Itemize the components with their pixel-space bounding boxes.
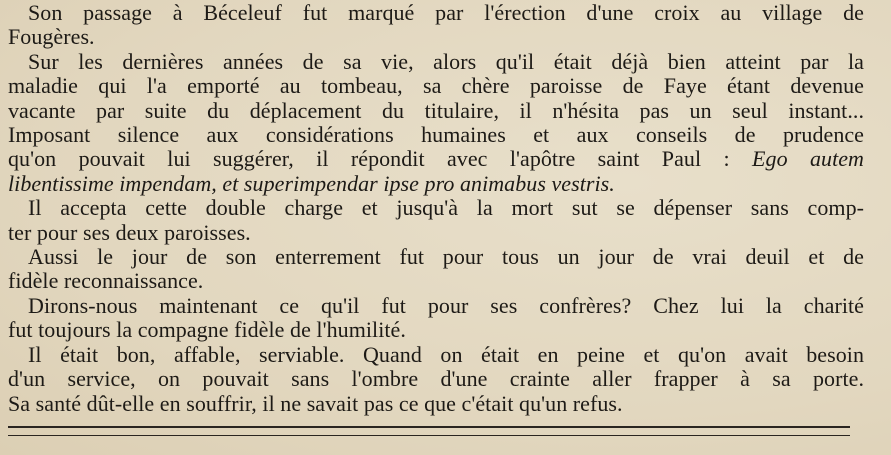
- text-line: ter pour ses deux paroisses.: [8, 219, 251, 245]
- text-segment: qu'on pouvait lui suggérer, il répondit avec l'apôtre saint Paul :: [8, 146, 730, 172]
- text-line: fidèle reconnaissance.: [8, 268, 204, 294]
- text-line: vacante par suite du déplacement du titulaire, il n'hésita pas un seul instant...: [8, 97, 864, 123]
- text-line: Son passage à Béceleuf fut marqué par l'érection d'une croix au village de: [28, 0, 864, 25]
- text-line: Sa santé dût-elle en souffrir, il ne savait pas ce que c'était qu'un refus.: [8, 390, 623, 416]
- text-line: Dirons-nous maintenant ce qu'il fut pour ses confrères? Chez lui la charité: [28, 292, 864, 318]
- text-line: Sur les dernières années de sa vie, alors qu'il était déjà bien atteint par la: [28, 48, 864, 74]
- divider-rule: [8, 426, 850, 428]
- latin-quote: Ego autem: [752, 146, 864, 172]
- paragraph-2: [8, 50, 864, 196]
- latin-quote-line: [8, 172, 864, 196]
- divider-rule: [8, 435, 850, 436]
- paragraph-4: [8, 245, 864, 294]
- text-line-with-latin: [8, 147, 864, 171]
- article-text: [8, 1, 864, 416]
- text-line: fut toujours la compagne fidèle de l'humilité.: [8, 317, 406, 343]
- paragraph-5: [8, 294, 864, 343]
- paragraph-6: [8, 343, 864, 416]
- paragraph-1: [8, 1, 864, 50]
- text-line: Il accepta cette double charge et jusqu'à la mort sut se dépenser sans comp-: [28, 195, 864, 221]
- paragraph-3: [8, 196, 864, 245]
- text-line: maladie qui l'a emporté au tombeau, sa chère paroisse de Faye étant devenue: [8, 73, 864, 99]
- latin-quote: libentissime impendam, et superimpendar ipse pro animabus vestris.: [8, 170, 615, 196]
- text-line: Imposant silence aux considérations humaines et aux conseils de prudence: [8, 122, 864, 148]
- text-line: Il était bon, affable, serviable. Quand on était en peine et qu'on avait besoin: [28, 341, 864, 367]
- text-line: Aussi le jour de son enterrement fut pour tous un jour de vrai deuil et de: [28, 244, 864, 270]
- text-line: d'un service, on pouvait sans l'ombre d'une crainte aller frapper à sa porte.: [8, 366, 864, 392]
- text-line: Fougères.: [8, 24, 95, 50]
